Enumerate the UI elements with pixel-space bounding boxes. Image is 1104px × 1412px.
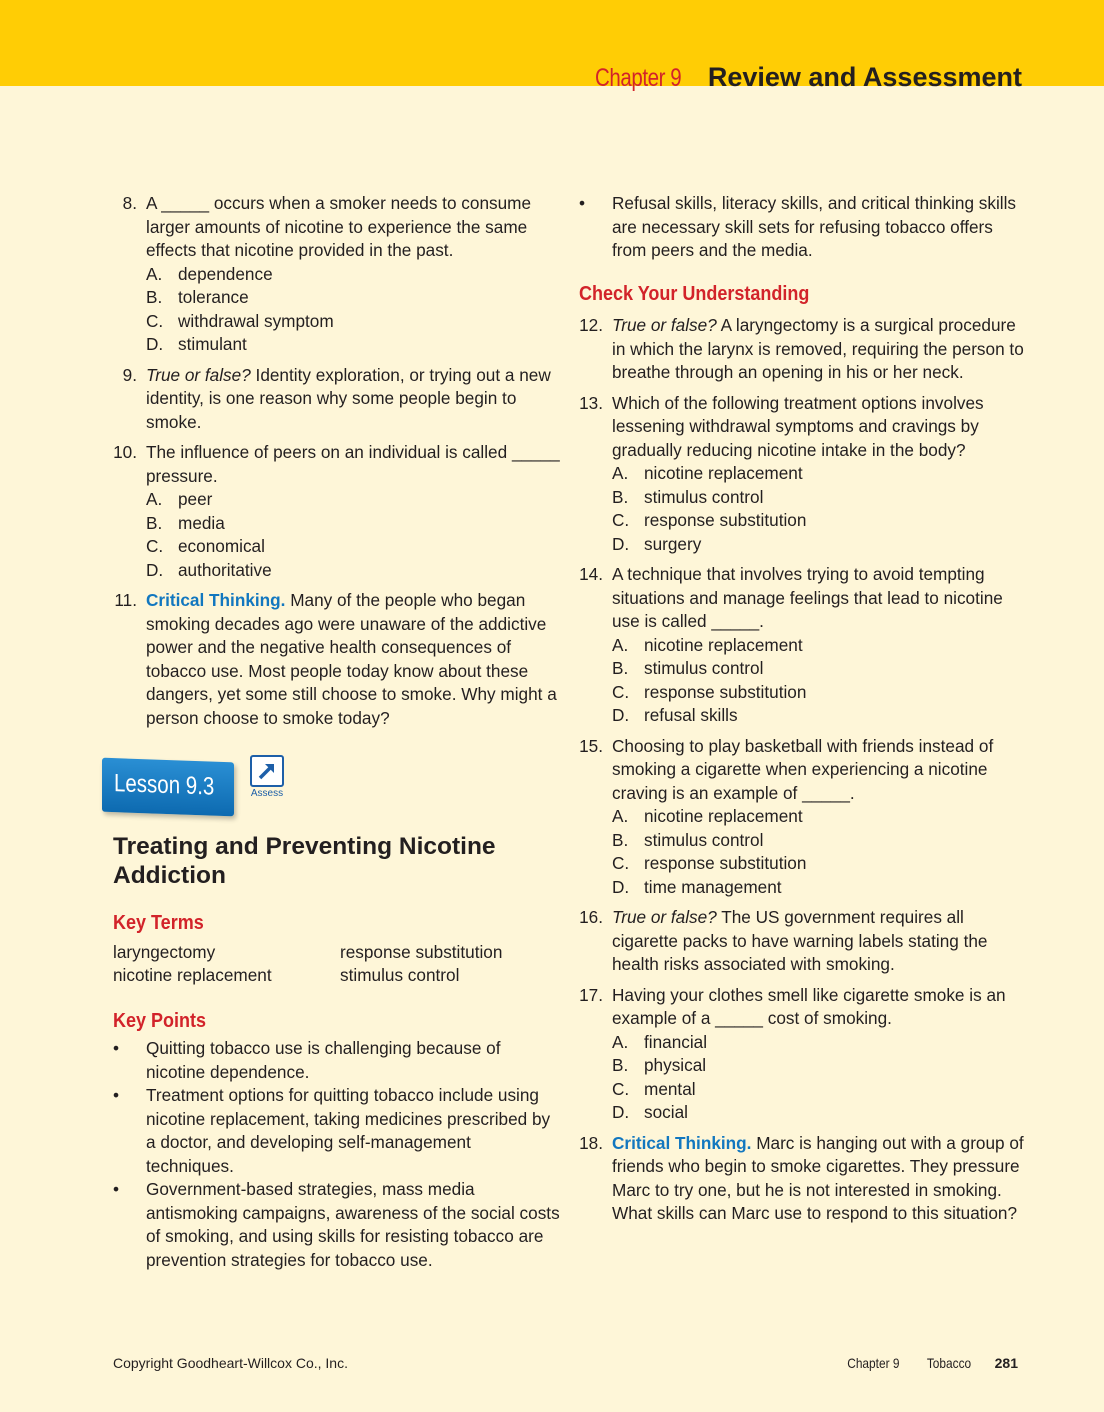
option-letter: A. xyxy=(612,634,629,655)
option xyxy=(146,512,563,536)
option-letter: D. xyxy=(146,559,164,580)
option-letter: A. xyxy=(146,489,163,509)
key-point: • Quitting tobacco use is challenging because of nicotine dependence. xyxy=(113,1038,501,1082)
option-letter: B. xyxy=(612,1055,629,1075)
option xyxy=(146,286,563,310)
key-point-text: Treatment options for quitting tobacco include using nicotine replacement, taking medicines prescribed by a doctor, and developing self-management techniques. xyxy=(146,1085,551,1176)
question-12 xyxy=(579,314,1029,385)
option xyxy=(612,509,1029,533)
key-term: response substitution xyxy=(340,941,503,962)
option xyxy=(612,876,1029,900)
option-letter: A. xyxy=(612,806,629,826)
option xyxy=(612,533,1029,557)
question-number: 13. xyxy=(579,392,603,413)
option-text: withdrawal symptom xyxy=(178,310,334,331)
option-text: nicotine replacement xyxy=(644,463,803,483)
question-16 xyxy=(579,906,1029,977)
question-number: 14. xyxy=(579,564,603,584)
option-text: nicotine replacement xyxy=(644,634,803,655)
critical-thinking-label: Critical Thinking. xyxy=(146,590,286,610)
option-letter: D. xyxy=(146,334,164,354)
question-18 xyxy=(579,1132,1029,1226)
question-text: Which of the following treatment options involves lessening withdrawal symptoms and cravings by gradually reducing nicotine intake in the body? xyxy=(612,392,984,460)
question-9 xyxy=(113,364,563,435)
assess-link[interactable] xyxy=(247,755,287,799)
option-text: mental xyxy=(644,1078,696,1099)
header-title: Review and Assessment xyxy=(707,62,1022,92)
critical-thinking-label: Critical Thinking. xyxy=(612,1132,752,1153)
option-letter: A. xyxy=(612,1031,629,1052)
page-header xyxy=(576,62,1022,93)
key-point: • Government-based strategies, mass media antismoking campaigns, awareness of the social costs of smoking, and using skills for resisting tobacco are prevention strategies for tobacco use. xyxy=(113,1179,560,1270)
assess-label: Assess xyxy=(250,788,284,799)
question-10 xyxy=(113,441,563,582)
lesson-summary xyxy=(113,912,563,1272)
option-text: peer xyxy=(178,489,213,509)
option xyxy=(612,829,1029,853)
lesson-title: Treating and Preventing Nicotine Addiction xyxy=(113,833,496,889)
option-text: refusal skills xyxy=(644,705,738,725)
question-15 xyxy=(579,735,1029,900)
option-text: economical xyxy=(178,536,265,556)
option xyxy=(146,263,563,287)
option-text: physical xyxy=(644,1055,707,1075)
option-letter: D. xyxy=(612,1102,630,1122)
header-chapter: Chapter 9 xyxy=(595,64,682,92)
footer-copyright: Copyright Goodheart-Willcox Co., Inc. xyxy=(113,1355,348,1371)
option-text: response substitution xyxy=(644,853,807,873)
question-number: 11. xyxy=(114,590,137,610)
option-text: social xyxy=(644,1102,688,1122)
option xyxy=(612,1054,1029,1078)
option xyxy=(146,333,563,357)
question-text xyxy=(146,589,563,730)
question-number: 9. xyxy=(122,364,137,385)
option-text: authoritative xyxy=(178,559,272,580)
lesson-badge xyxy=(102,758,234,817)
option-text: stimulus control xyxy=(644,486,764,507)
question-number: 8. xyxy=(122,193,137,213)
question-number: 16. xyxy=(579,907,603,927)
question-number: 15. xyxy=(579,735,603,756)
question-17 xyxy=(579,984,1029,1125)
key-term: stimulus control xyxy=(340,965,460,985)
option-letter: B. xyxy=(612,486,629,507)
footer-topic: Tobacco xyxy=(926,1355,971,1371)
option-text: nicotine replacement xyxy=(644,806,803,826)
option-text: surgery xyxy=(644,533,702,554)
option-text: stimulant xyxy=(178,334,247,354)
footer-chapter: Chapter 9 xyxy=(846,1355,900,1371)
question-8 xyxy=(113,192,563,357)
option xyxy=(146,559,563,583)
option-text: time management xyxy=(644,876,782,897)
left-column xyxy=(113,192,563,737)
option-letter: C. xyxy=(612,681,630,702)
question-lead: True or false? xyxy=(612,315,717,335)
option-letter: C. xyxy=(612,1078,630,1099)
question-body: Many of the people who began smoking decades ago were unaware of the addictive power and the negative health consequences of tobacco use. Most people today know about these dangers, yet some still choose to smoke. Why might a person choose to smoke today? xyxy=(146,590,557,728)
key-point: • Treatment options for quitting tobacco include using nicotine replacement, taking medicines prescribed by a doctor, and developing self-management techniques. xyxy=(113,1085,551,1176)
lesson-badge-label: Lesson 9.3 xyxy=(114,769,215,801)
question-11 xyxy=(113,589,563,730)
option-text: stimulus control xyxy=(644,829,764,850)
question-text xyxy=(612,314,1029,385)
option xyxy=(612,462,1029,486)
option xyxy=(612,486,1029,510)
option xyxy=(612,852,1029,876)
key-point: • Refusal skills, literacy skills, and critical thinking skills are necessary skill sets for refusing tobacco offers from peers and the media. xyxy=(579,193,1017,260)
question-text: A technique that involves trying to avoid tempting situations and manage feelings that lead to nicotine use is called _____. xyxy=(612,564,1003,631)
question-text xyxy=(612,1132,1029,1226)
option xyxy=(612,805,1029,829)
option-letter: C. xyxy=(612,853,630,873)
option-letter: C. xyxy=(612,510,630,530)
option-text: media xyxy=(178,512,225,533)
option-letter: C. xyxy=(146,536,164,556)
option xyxy=(612,1031,1029,1055)
option-letter: A. xyxy=(612,463,629,483)
question-text xyxy=(146,364,563,435)
key-terms-heading: Key Terms xyxy=(113,912,204,934)
assess-icon xyxy=(250,755,284,787)
right-column xyxy=(579,192,1029,1233)
option-text: response substitution xyxy=(644,681,807,702)
option-letter: B. xyxy=(146,512,163,533)
question-lead: True or false? xyxy=(612,907,717,927)
option xyxy=(612,1078,1029,1102)
option xyxy=(146,310,563,334)
option xyxy=(612,681,1029,705)
question-text xyxy=(612,906,1029,977)
page-number: 281 xyxy=(994,1355,1018,1371)
option-letter: D. xyxy=(612,705,630,725)
option xyxy=(612,634,1029,658)
key-points-heading: Key Points xyxy=(113,1009,207,1032)
question-text: The influence of peers on an individual is called _____ pressure. xyxy=(146,442,560,486)
option xyxy=(146,488,563,512)
key-point-text: Refusal skills, literacy skills, and critical thinking skills are necessary skill sets for refusing tobacco offers from peers and the media. xyxy=(612,193,1017,260)
question-text: Having your clothes smell like cigarette smoke is an example of a _____ cost of smoking. xyxy=(612,984,1006,1028)
option-letter: B. xyxy=(612,829,629,850)
option-text: response substitution xyxy=(644,510,807,530)
key-points-list xyxy=(113,1037,563,1272)
question-body: A laryngectomy is a surgical procedure in which the larynx is removed, requiring the person to breathe through an opening in his or her neck. xyxy=(612,315,1024,382)
question-body: Marc is hanging out with a group of friends who begin to smoke cigarettes. They pressure Marc to try one, but he is not interested in smoking. What skills can Marc use to respond to this situation? xyxy=(612,1132,1024,1223)
question-number: 12. xyxy=(579,315,603,335)
option-letter: B. xyxy=(612,658,629,678)
question-lead: True or false? xyxy=(146,364,251,385)
key-term: laryngectomy xyxy=(113,941,216,962)
question-text: Choosing to play basketball with friends instead of smoking a cigarette when experiencing a nicotine craving is an example of _____. xyxy=(612,735,994,803)
key-point-text: Government-based strategies, mass media antismoking campaigns, awareness of the social costs of smoking, and using skills for resisting tobacco are prevention strategies for tobacco use. xyxy=(146,1179,560,1270)
option xyxy=(612,657,1029,681)
question-body: Identity exploration, or trying out a new identity, is one reason why some people begin to smoke. xyxy=(146,364,551,432)
key-terms-list xyxy=(113,941,563,988)
question-number: 10. xyxy=(113,442,137,462)
question-number: 18. xyxy=(579,1132,603,1153)
footer-page-info xyxy=(838,1355,1018,1371)
question-text: A _____ occurs when a smoker needs to consume larger amounts of nicotine to experience the same effects that nicotine provided in the past. xyxy=(146,193,532,260)
option-letter: D. xyxy=(612,533,630,554)
key-term: nicotine replacement xyxy=(113,965,272,985)
key-point-text: Quitting tobacco use is challenging because of nicotine dependence. xyxy=(146,1038,501,1082)
question-13 xyxy=(579,392,1029,557)
option-letter: A. xyxy=(146,263,163,284)
option-text: dependence xyxy=(178,263,273,284)
option-letter: C. xyxy=(146,310,164,331)
option-text: stimulus control xyxy=(644,658,764,678)
option-letter: D. xyxy=(612,876,630,897)
question-body: The US government requires all cigarette packs to have warning labels stating the health risks associated with smoking. xyxy=(612,907,988,974)
question-14 xyxy=(579,563,1029,728)
option-text: financial xyxy=(644,1031,708,1052)
check-understanding-heading: Check Your Understanding xyxy=(579,282,810,305)
option xyxy=(146,535,563,559)
option xyxy=(612,1101,1029,1125)
option-letter: B. xyxy=(146,287,163,307)
option xyxy=(612,704,1029,728)
question-number: 17. xyxy=(579,984,603,1005)
option-text: tolerance xyxy=(178,287,249,307)
